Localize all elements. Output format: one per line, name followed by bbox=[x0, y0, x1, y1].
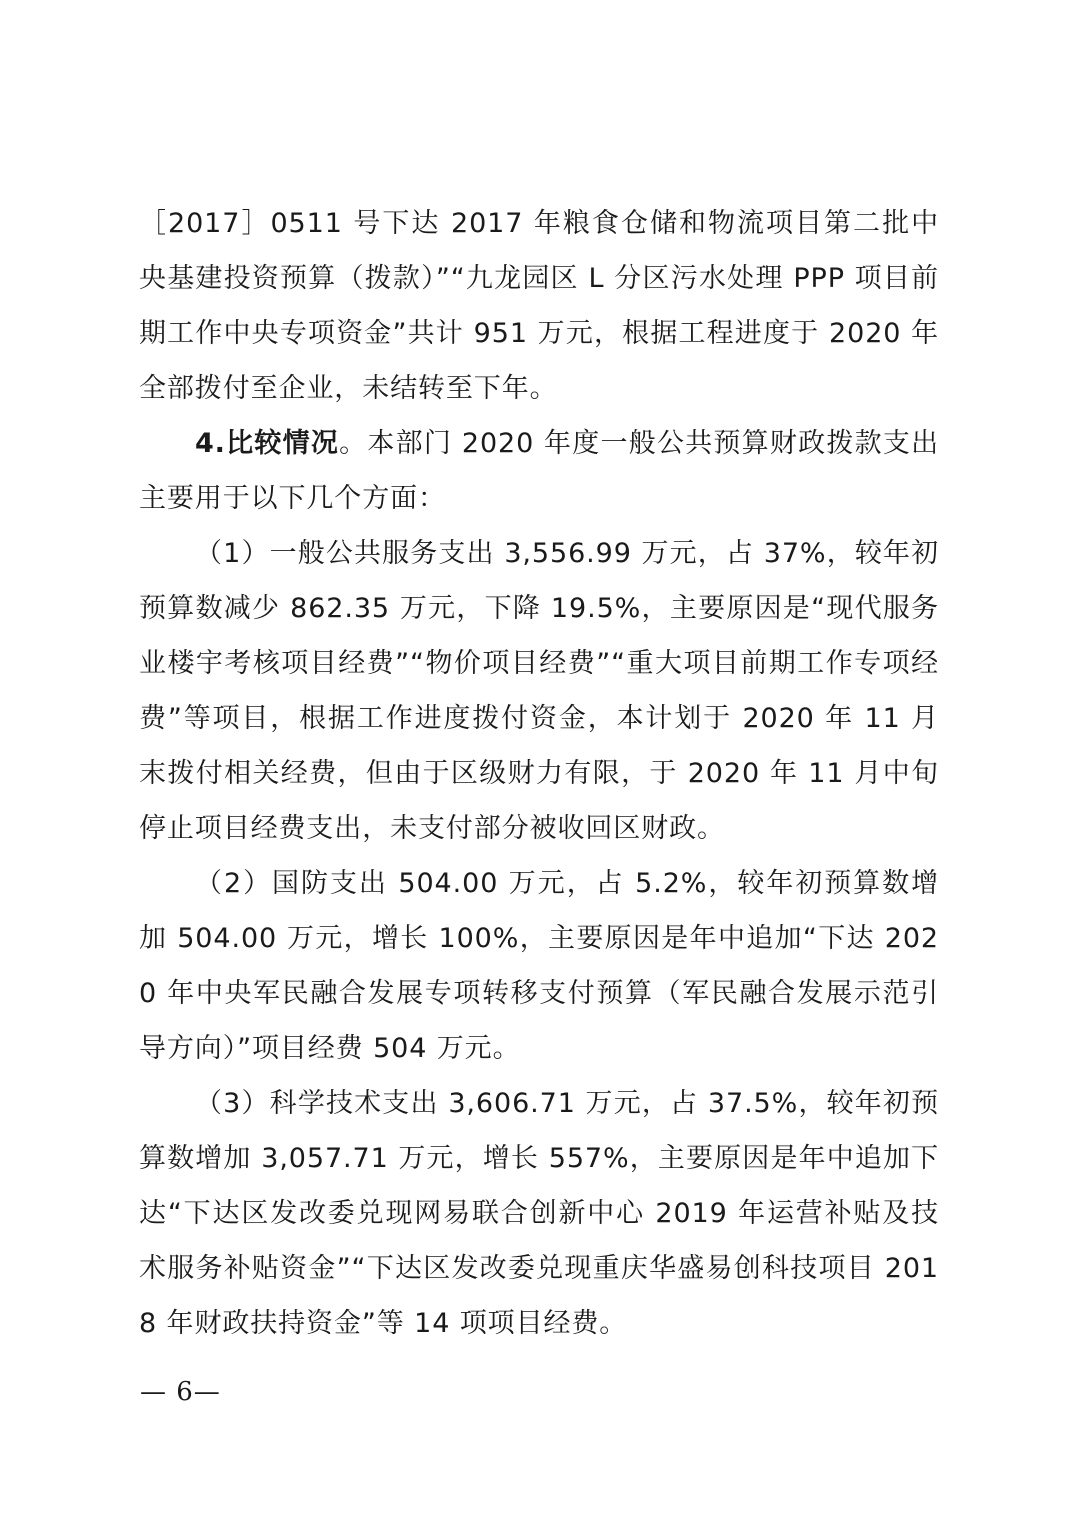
document-body bbox=[139, 196, 939, 1351]
paragraph-comparison-text: 。本部门 2020 年度一般公共预算财政拨款支出主要用于以下几个方面： bbox=[139, 428, 939, 514]
page-number: — 6— bbox=[140, 1377, 221, 1407]
paragraph-comparison bbox=[139, 416, 939, 526]
section-heading: 4.比较情况 bbox=[195, 428, 340, 459]
paragraph-science-tech: （3）科学技术支出 3,606.71 万元，占 37.5%，较年初预算数增加 3,057.71 万元，增长 557%，主要原因是年中追加下达“下达区发改委兑现网易联合创新中心 2019 年运营补贴及技术服务补贴资金”“下达区发改委兑现重庆华盛易创科技项目 2018 年财政扶持资金”等 14 项项目经费。 bbox=[139, 1088, 939, 1339]
paragraph-defense: （2）国防支出 504.00 万元，占 5.2%，较年初预算数增加 504.00 万元，增长 100%，主要原因是年中追加“下达 2020 年中央军民融合发展专项转移支付预算（军民融合发展示范引导方向）”项目经费 504 万元。 bbox=[139, 868, 939, 1064]
paragraph-continued: ［2017］0511 号下达 2017 年粮食仓储和物流项目第二批中央基建投资预算（拨款）”“九龙园区 L 分区污水处理 PPP 项目前期工作中央专项资金”共计 951 万元，根据工程进度于 2020 年全部拨付至企业，未结转至下年。 bbox=[139, 208, 939, 404]
paragraph-general-services: （1）一般公共服务支出 3,556.99 万元，占 37%，较年初预算数减少 862.35 万元，下降 19.5%，主要原因是“现代服务业楼宇考核项目经费”“物价项目经费”“重大项目前期工作专项经费”等项目，根据工作进度拨付资金，本计划于 2020 年 11 月末拨付相关经费，但由于区级财力有限，于 2020 年 11 月中旬停止项目经费支出，未支付部分被收回区财政。 bbox=[139, 538, 939, 844]
